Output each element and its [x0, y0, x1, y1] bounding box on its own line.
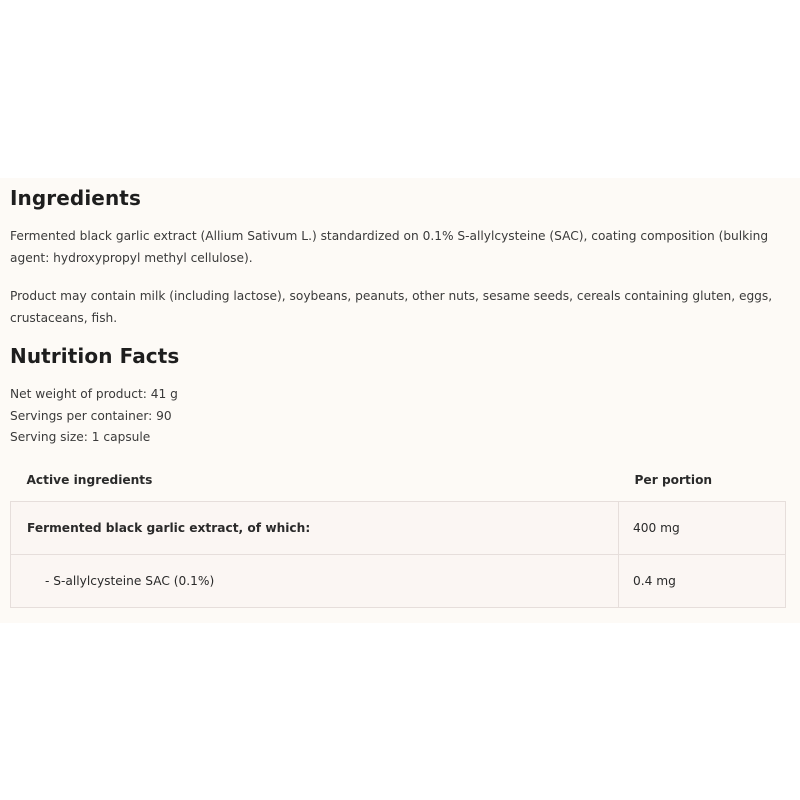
- nutrition-table: [10, 459, 786, 608]
- product-info-panel: [0, 178, 800, 623]
- ingredient-name-cell: Fermented black garlic extract, of which:: [11, 502, 619, 555]
- ingredients-text: Fermented black garlic extract (Allium Sativum L.) standardized on 0.1% S-allylcysteine (SAC), coating composition (bulking agent: hydroxypropyl methyl cellulose).: [10, 229, 769, 265]
- nutrition-facts-heading: Nutrition Facts: [10, 344, 180, 368]
- column-header-active-ingredients: Active ingredients: [26, 473, 153, 487]
- servings-per-container: Servings per container: 90: [10, 408, 172, 423]
- nutrition-facts-list: [10, 384, 178, 449]
- net-weight: Net weight of product: 41 g: [10, 387, 178, 401]
- portion-amount-cell: 400 mg: [619, 502, 786, 555]
- portion-amount-cell: 0.4 mg: [619, 555, 786, 608]
- column-header-per-portion: Per portion: [634, 473, 713, 487]
- table-row: [11, 555, 786, 608]
- ingredient-name-cell: - S-allylcysteine SAC (0.1%): [11, 555, 619, 608]
- ingredients-heading: Ingredients: [10, 186, 141, 210]
- allergen-text: Product may contain milk (including lactose), soybeans, peanuts, other nuts, sesame seeds, cereals containing gluten, eggs, crustaceans, fish.: [10, 289, 773, 325]
- table-row: [11, 502, 786, 555]
- serving-size: Serving size: 1 capsule: [10, 430, 151, 444]
- table-header-row: [11, 459, 786, 502]
